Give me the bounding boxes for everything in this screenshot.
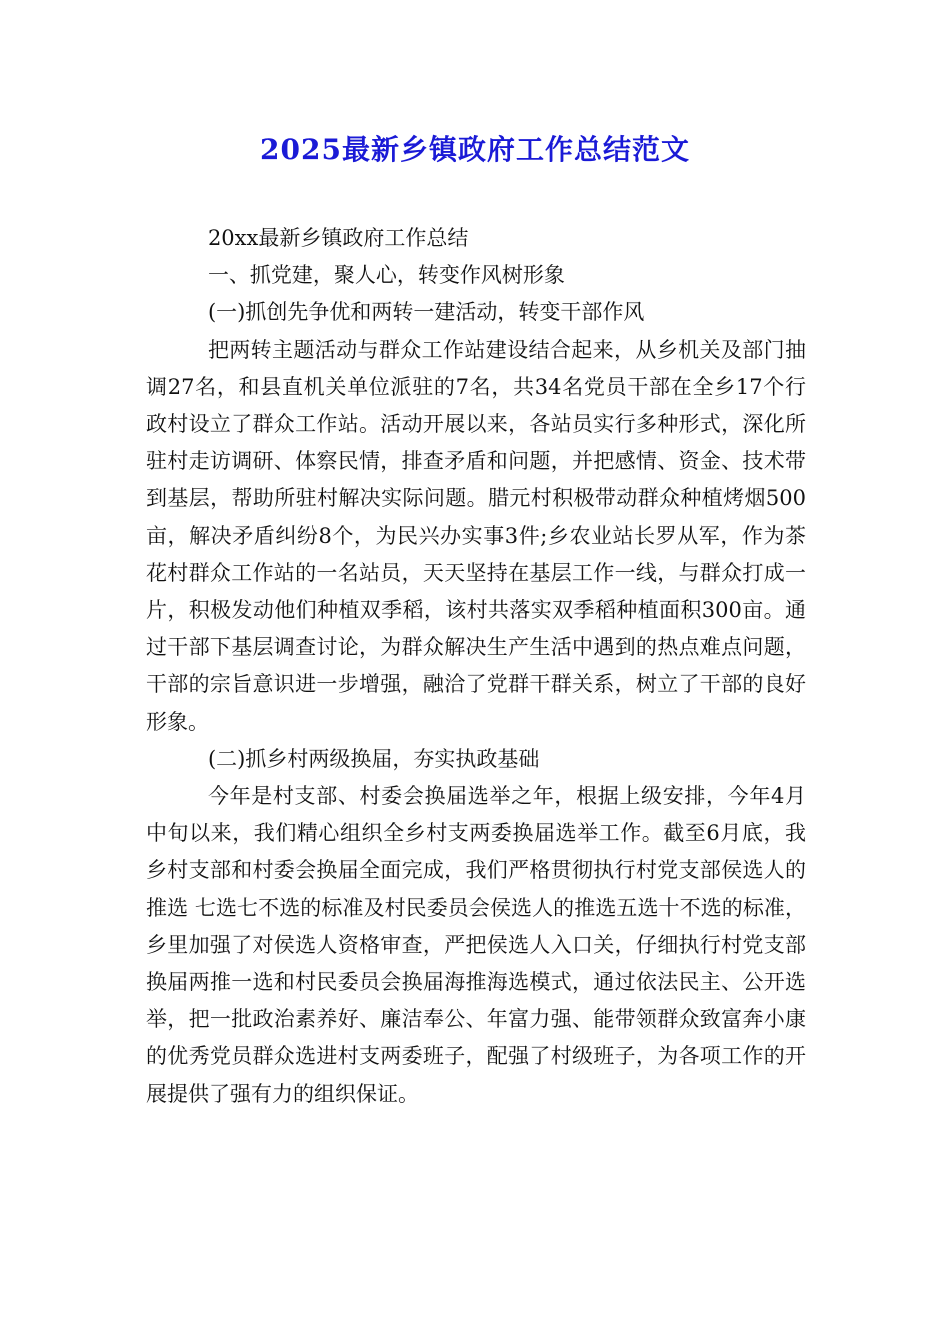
subtitle-paragraph: 20xx最新乡镇政府工作总结: [207, 226, 469, 250]
body-paragraph-1: 把两转主题活动与群众工作站建设结合起来，从乡机关及部门抽调27名，和县直机关单位派驻的7名，共34名党员干部在全乡17个行政村设立了群众工作站。活动开展以来，各站员实行多种形式，深化所驻村走访调研、体察民情，排查矛盾和问题，并把感情、资金、技术带到基层，帮助所驻村解决实际问题。腊元村积极带动群众种植烤烟500亩，解决矛盾纠纷8个，为民兴办实事3件;乡农业站长罗从军，作为茶花村群众工作站的一名站员，天天坚持在基层工作一线，与群众打成一片，积极发动他们种植双季稻，该村共落实双季稻种植面积300亩。通过干部下基层调查讨论，为群众解决生产生活中遇到的热点难点问题，干部的宗旨意识进一步增强，融洽了党群干群关系，树立了干部的良好形象。: [146, 337, 806, 734]
subsection-heading-1: (一)抓创先争优和两转一建活动，转变干部作风: [207, 300, 645, 325]
document-title: 2025最新乡镇政府工作总结范文: [260, 133, 690, 166]
subsection-heading-2: (二)抓乡村两级换届，夯实执政基础: [207, 746, 540, 771]
document-body: [146, 220, 806, 1113]
section-heading-1: 一、抓党建，聚人心，转变作风树形象: [207, 263, 565, 288]
body-paragraph-2: 今年是村支部、村委会换届选举之年，根据上级安排，今年4月中旬以来，我们精心组织全乡村支两委换届选举工作。截至6月底，我乡村支部和村委会换届全面完成，我们严格贯彻执行村党支部侯选人的推选 七选七不选的标准及村民委员会侯选人的推选五选十不选的标准，乡里加强了对侯选人资格审查，严把侯选人入口关，仔细执行村党支部换届两推一选和村民委员会换届海推海选模式，通过依法民主、公开选举，把一批政治素养好、廉洁奉公、年富力强、能带领群众致富奔小康的优秀党员群众选进村支两委班子，配强了村级班子，为各项工作的开展提供了强有力的组织保证。: [146, 784, 806, 1106]
